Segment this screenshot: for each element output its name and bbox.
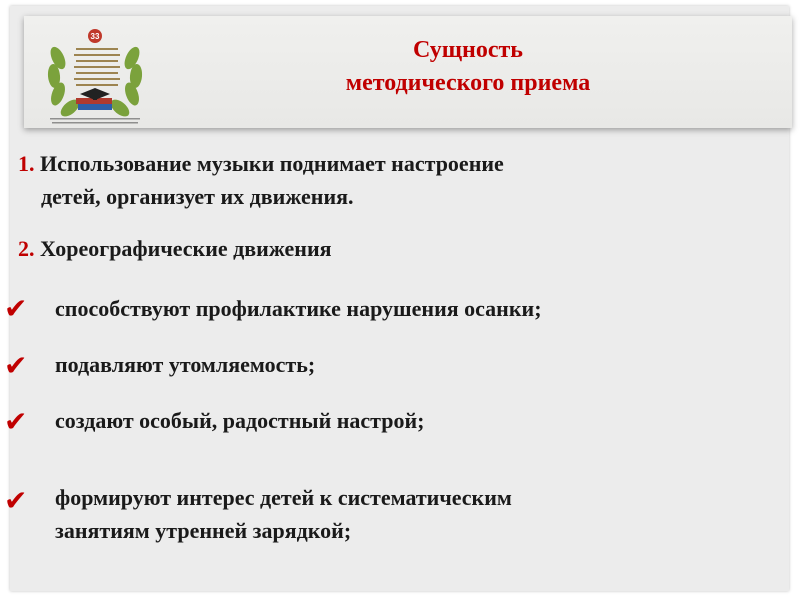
bullet-item: создают особый, радостный настрой; [55, 408, 425, 433]
check-icon: ✔ [4, 349, 28, 382]
slide-content [4, 6, 789, 591]
check-icon: ✔ [4, 484, 28, 517]
title-line-2: методического приема [345, 70, 591, 96]
emblem-number: 33 [90, 32, 100, 41]
item-number: 1. [18, 151, 35, 176]
item-text-line-1: Использование музыки поднимает настроение [40, 151, 504, 176]
item-text-line-2: детей, организует их движения. [41, 184, 354, 209]
bullet-item: подавляют утомляемость; [55, 352, 316, 377]
title-line-1: Сущность [413, 37, 523, 63]
bullet-text-line-2: занятиям утренней зарядкой; [55, 518, 352, 543]
slide [4, 6, 789, 591]
bullet-item: способствуют профилактике нарушения осанки; [55, 296, 542, 321]
check-icon: ✔ [4, 405, 28, 438]
bullet-item [55, 481, 512, 547]
list-item-2 [18, 232, 332, 265]
item-text-line-1: Хореографические движения [40, 236, 332, 261]
item-number: 2. [18, 236, 35, 261]
list-item-1 [18, 147, 504, 213]
check-icon: ✔ [4, 292, 28, 325]
bullet-text-line-1: формируют интерес детей к систематическим [55, 485, 512, 510]
